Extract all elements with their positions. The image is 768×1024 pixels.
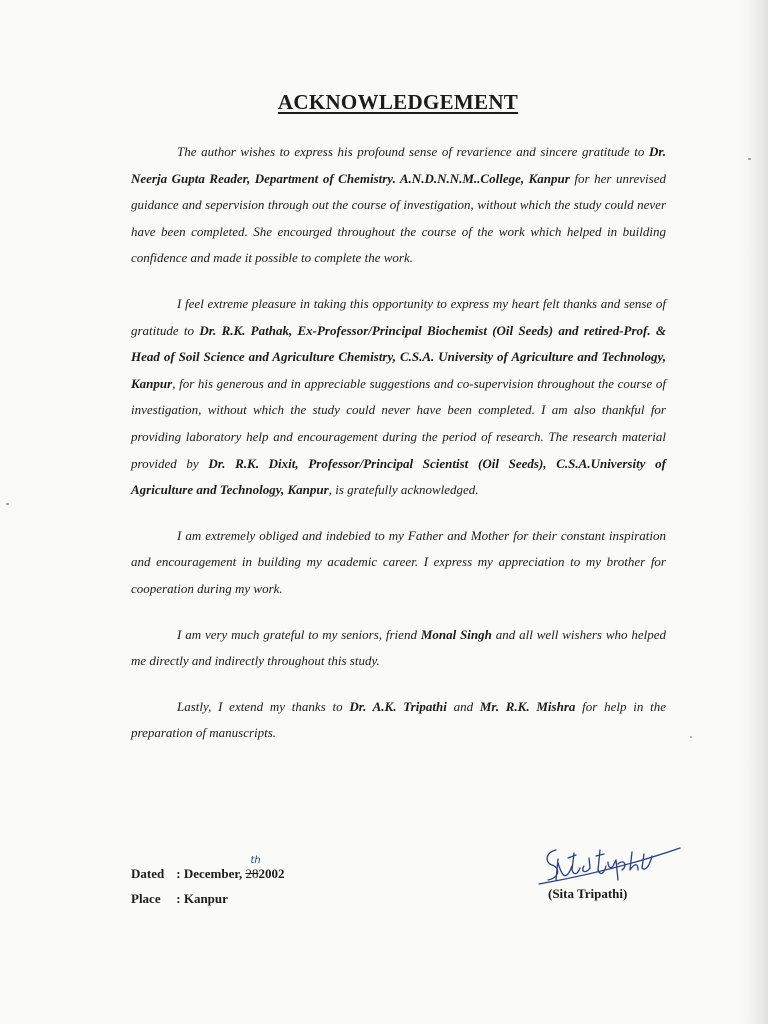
- page-title: ACKNOWLEDGEMENT: [277, 90, 519, 114]
- dated-day: [245, 855, 261, 886]
- paragraph-text: and: [446, 698, 480, 714]
- dated-month: December,: [183, 866, 243, 881]
- place-label: Place: [131, 891, 161, 906]
- place-value: Kanpur: [183, 891, 228, 906]
- emphasized-name: Dr. A.K. Tripathi: [349, 698, 447, 714]
- emphasized-name: Dr. R.K. Dixit, Professor/Principal Scientist (Oil Seeds), C.S.A.University of Agriculture and Technology, Kanpur: [131, 455, 666, 498]
- dated-day-struck: 28: [245, 866, 259, 881]
- paragraph-text: I feel extreme pleasure in taking this opportunity to express my heart felt thanks and sense of gratitude to: [131, 295, 666, 338]
- paragraph-text: and all well wishers who helped me directly and indirectly throughout this study.: [131, 626, 667, 669]
- emphasized-name: Dr. R.K. Pathak, Ex-Professor/Principal Biochemist (Oil Seeds) and retired-Prof. & Head of Soil Science and Agriculture Chemistry, C.S.A. University of Agriculture and Technology, Kanpur: [131, 322, 667, 391]
- paragraph-text: The author wishes to express his profound sense of revarience and sincere gratitude to: [177, 144, 650, 159]
- scan-speck: [748, 158, 751, 160]
- dated-day-handwritten: th: [250, 855, 261, 866]
- dated-label: Dated: [131, 866, 165, 881]
- scan-speck: [6, 503, 9, 505]
- page-edge-shadow: [742, 0, 768, 1024]
- acknowledgement-paragraph: [131, 622, 666, 675]
- acknowledgement-body: [131, 139, 666, 766]
- emphasized-name: Mr. R.K. Mishra: [479, 698, 576, 714]
- emphasized-name: Monal Singh: [420, 626, 492, 642]
- paragraph-text: for help in the preparation of manuscripts.: [131, 698, 666, 741]
- scan-speck: [690, 736, 692, 738]
- paragraph-text: I am extremely obliged and indebied to my Father and Mother for their constant inspiration and encouragement in building my academic career. I express my appreciation to my brother for cooperation during my work.: [131, 527, 666, 596]
- paragraph-text: , for his generous and in appreciable suggestions and co-supervision throughout the course of investigation, without which the study could never have been completed. I am also thankful for providing laboratory help and encouragement during the period of research. The research material provided by: [131, 375, 666, 471]
- acknowledgement-paragraph: [131, 291, 666, 504]
- acknowledgement-paragraph: [131, 139, 666, 272]
- date-place-block: [131, 855, 285, 911]
- paragraph-text: for her unrevised guidance and sepervision through out the course of investigation, without which the study could never have been completed. She encourged throughout the course of the work which helped in building confidence and made it possible to complete the work.: [131, 170, 666, 266]
- place-separator: :: [176, 891, 181, 906]
- place-line: [131, 886, 284, 911]
- acknowledgement-paragraph: [131, 523, 666, 603]
- paragraph-text: Lastly, I extend my thanks to: [177, 698, 350, 714]
- paragraph-text: , is gratefully acknowledged.: [328, 482, 479, 498]
- dated-separator: :: [176, 866, 181, 881]
- paragraph-text: I am very much grateful to my seniors, friend: [177, 626, 421, 642]
- emphasized-name: Dr. Neerja Gupta Reader, Department of Chemistry. A.N.D.N.N.M..College, Kanpur: [131, 144, 666, 186]
- dated-year: 2002: [258, 866, 285, 881]
- acknowledgement-paragraph: [131, 694, 666, 747]
- dated-line: [131, 855, 285, 886]
- signatory-name: (Sita Tripathi): [548, 886, 628, 901]
